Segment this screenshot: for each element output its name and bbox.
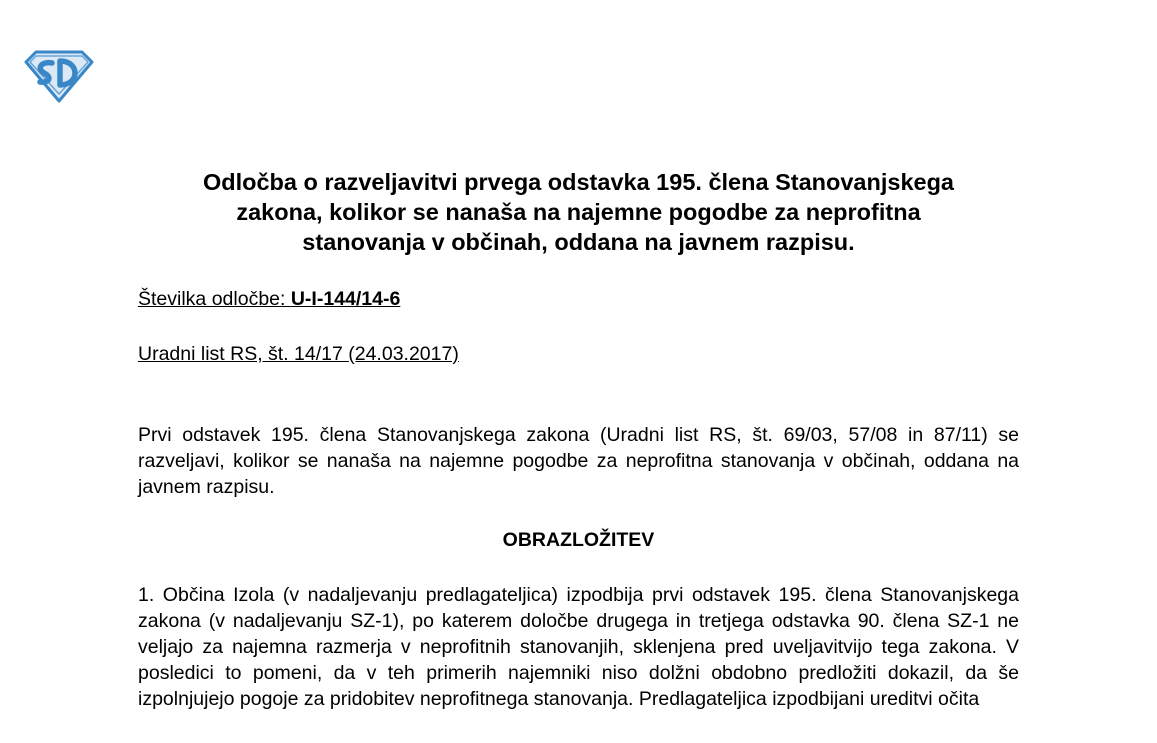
- text-line: Stanovanjskega zakona (v nadaljevanju SZ-1), po katerem določbe drugega in: [138, 584, 1019, 632]
- gazette-reference: Uradni list RS, št. 14/17 (24.03.2017): [138, 343, 459, 365]
- decision-number-value: U-I-144/14-6: [290, 288, 401, 310]
- text-line: 1. Občina Izola (v nadaljevanju predlagateljica) izpodbija prvi odstavek 195. člena: [138, 584, 872, 606]
- text-line: za pridobitev neprofitnega stanovanja. Predlagateljica izpodbijani ureditvi očita: [303, 688, 980, 710]
- document-title: [110, 167, 1047, 257]
- intro-paragraph: [138, 422, 1019, 500]
- text-line: 87/11) se razveljavi, kolikor se nanaša na najemne pogodbe za neprofitna: [138, 424, 1020, 472]
- title-line: Odločba o razveljavitvi prvega odstavka 195. člena Stanovanjskega: [202, 169, 955, 195]
- text-line: stanovanja v občinah, oddana na javnem razpisu.: [138, 450, 1020, 498]
- section-heading: OBRAZLOŽITEV: [502, 529, 655, 551]
- text-line: tretjega odstavka 90. člena SZ-1 ne veljajo za najemna razmerja v neprofitnih: [138, 610, 1019, 658]
- title-line: stanovanja v občinah, oddana na javnem razpisu.: [302, 229, 855, 255]
- sd-shield-logo-icon: [22, 48, 96, 104]
- text-line: primerih najemniki niso dolžni obdobno predložiti dokazil, da še izpolnjujejo pogoje: [138, 662, 1019, 710]
- body-paragraph: [138, 582, 1019, 712]
- text-line: stanovanjih, sklenjena pred uveljavitvijo tega zakona. V posledici to pomeni, da v teh: [138, 636, 1019, 684]
- decision-number-label: Številka odločbe:: [138, 288, 291, 310]
- title-line: zakona, kolikor se nanaša na najemne pogodbe za neprofitna: [236, 199, 921, 225]
- logo: [22, 48, 96, 104]
- decision-number: [138, 287, 400, 311]
- text-line: Prvi odstavek 195. člena Stanovanjskega zakona (Uradni list RS, št. 69/03, 57/08 in: [138, 424, 924, 446]
